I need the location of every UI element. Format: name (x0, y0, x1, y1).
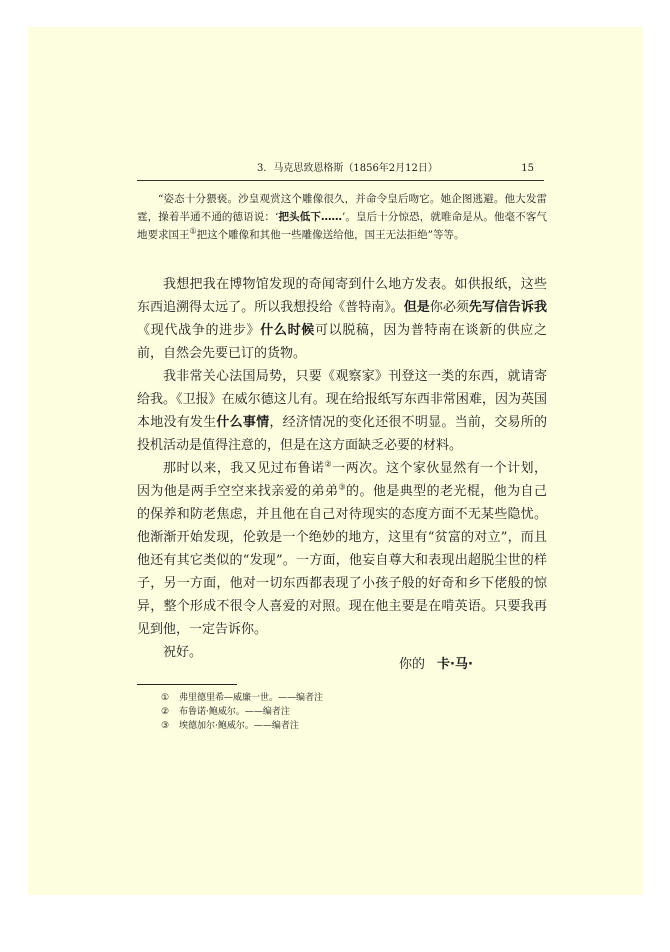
body-text: ，经济情况的变化还很不明显。当前，交易所的投机活动是值得注意的，但是在这方面缺乏必要的材料。 (137, 415, 547, 453)
quote-bold: 把头低下…… (278, 211, 342, 223)
paragraph-2 (137, 365, 547, 457)
footnote-text: 弗里德里希—威廉一世。——编者注 (179, 693, 324, 703)
quote-text: ’。皇后十分惊恐，就唯命是从。他毫不客气地要求国王 (137, 211, 548, 241)
footnotes (161, 691, 323, 733)
page-number: 15 (521, 163, 534, 174)
footnote-ref-3[interactable]: ③ (338, 482, 347, 492)
signature (399, 653, 473, 672)
signature-prefix: 你的 (399, 657, 426, 672)
quote-text: “姿态十分猥亵。沙皇观赏这个雕像很久，并命令皇后吻它。她企图逃避。他大发雷霆，操着半通不通的德语说：‘ (137, 193, 547, 223)
body-text: 的。他是典型的老光棍，他为自己的保养和防老焦虑，并且他在自己对待现实的态度方面不无某些隐忧。他渐渐开始发现，伦敦是一个绝妙的地方，这里有“贫富的对立”，而且他还有其它类似的“发现”。一方面，他妄自尊大和表现出超脱尘世的样子，另一方面，他对一切东西都表现了小孩子般的好奇和乡下佬般的惊异，整个形成不很令人喜爱的对照。现在他主要是在啃英语。只要我再见到他，一定告诉你。 (137, 484, 547, 637)
body-text: 你必须 (429, 300, 469, 315)
header-title: 3．马克思致恩格斯（1856年2月12日） (257, 163, 438, 174)
emphasis-text: 什么事情 (216, 415, 270, 430)
body-text: 那时以来，我又见过布鲁诺 (163, 461, 325, 476)
footnote-ref-1[interactable]: ① (189, 226, 197, 236)
footnote-ref-2[interactable]: ② (324, 459, 333, 469)
footnote-1 (161, 691, 323, 705)
footnote-text: 埃德加尔·鲍威尔。——编者注 (179, 721, 299, 731)
emphasis-text: 什么时候 (260, 323, 315, 338)
quotation-block (137, 190, 547, 244)
footnote-text: 布鲁诺·鲍威尔。——编者注 (179, 707, 290, 717)
running-header (137, 162, 544, 181)
body-text: 可以脱稿，因为普特南在谈新的供应之前，自然会先要已订的货物。 (137, 323, 547, 361)
emphasis-text: 先写信告诉我 (468, 300, 547, 315)
footnote-2 (161, 705, 323, 719)
body-text: 我非常关心法国局势，只要《观察家》刊登这一类的东西，就请寄给我。《卫报》在威尔德这儿有。现在给报纸写东西非常困难，因为英国本地没有发生 (137, 369, 547, 430)
footnote-mark: ③ (161, 721, 170, 731)
footnote-mark: ② (161, 707, 170, 717)
footnote-divider (137, 684, 237, 685)
paragraph-1 (137, 273, 547, 365)
footnote-mark: ① (161, 693, 170, 703)
body-text: 《现代战争的进步》 (137, 323, 261, 338)
body-text: 一两次。这个家伙显然有一个计划，因为他是两手空空来找亲爱的弟弟 (137, 461, 547, 499)
footnote-3 (161, 719, 323, 733)
letter-body (137, 273, 547, 664)
paragraph-3 (137, 457, 547, 641)
quote-text: 把这个雕像和其他一些雕像送给他，国王无法拒绝”等等。 (196, 229, 465, 241)
quotation-paragraph (137, 190, 547, 244)
signature-name: 卡·马· (437, 657, 473, 672)
emphasis-text: 但是 (403, 300, 430, 315)
closing-greeting: 祝好。 (163, 645, 203, 660)
body-text: 我想把我在博物馆发现的奇闻寄到什么地方发表。如供报纸，这些东西追溯得太远了。所以我想投给《普特南》。 (137, 277, 547, 315)
